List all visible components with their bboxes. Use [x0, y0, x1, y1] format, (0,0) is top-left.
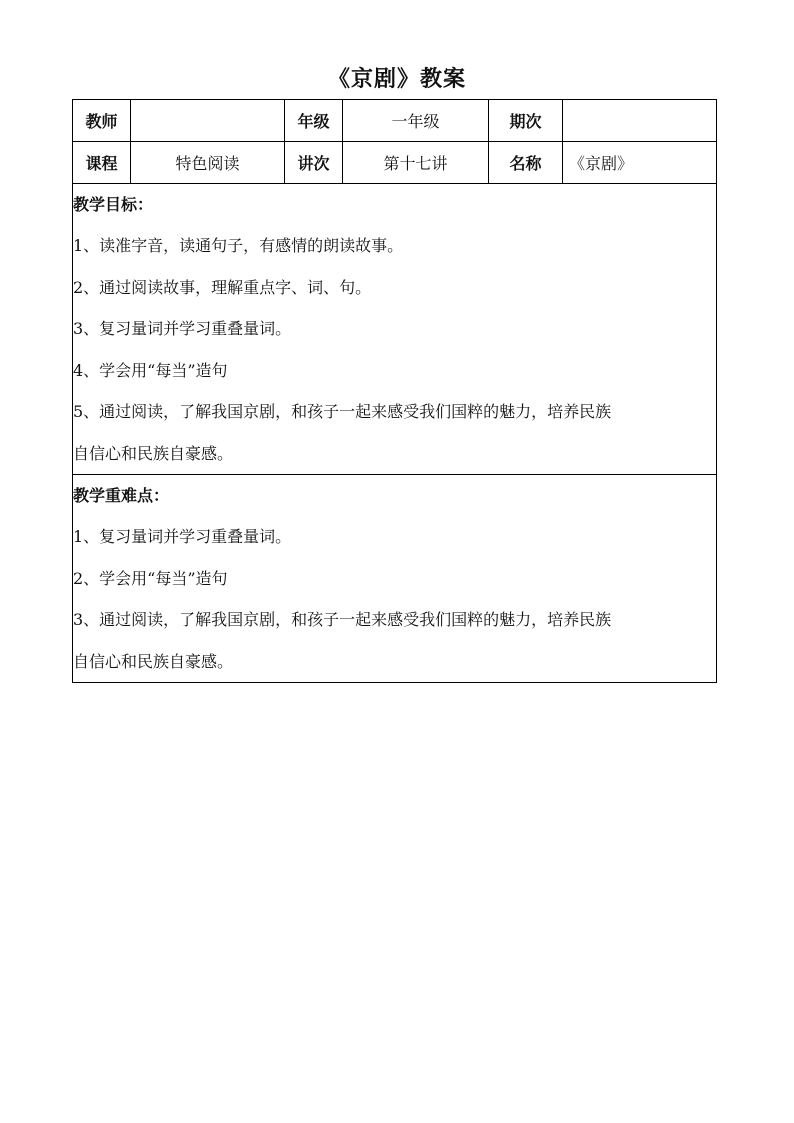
objectives-heading: 教学目标：: [73, 195, 154, 214]
period-label: 期次: [489, 100, 563, 142]
lesson-plan-table: [72, 99, 717, 683]
objectives-row: [73, 184, 717, 475]
teacher-label: 教师: [73, 100, 131, 142]
key-points-section: [73, 475, 717, 683]
period-value: [563, 100, 717, 142]
grade-value: 一年级: [343, 100, 489, 142]
lesson-label: 讲次: [285, 142, 343, 184]
name-value: 《京剧》: [563, 142, 717, 184]
grade-label: 年级: [285, 100, 343, 142]
course-label: 课程: [73, 142, 131, 184]
objective-item: 2、通过阅读故事，理解重点字、词、句。: [73, 277, 372, 297]
info-row-2: [73, 142, 717, 184]
objectives-section: [73, 184, 717, 475]
objective-item: 5、通过阅读，了解我国京剧，和孩子一起来感受我们国粹的魅力，培养民族: [73, 402, 612, 421]
key-point-item-continued: 自信心和民族自豪感。: [73, 651, 234, 671]
objective-item: 4、学会用“每当”造句: [73, 360, 228, 380]
objective-item: 1、读准字音，读通句子，有感情的朗读故事。: [73, 236, 404, 255]
objective-item: 3、复习量词并学习重叠量词。: [73, 319, 292, 338]
course-value: 特色阅读: [131, 142, 285, 184]
teacher-value: [131, 100, 285, 142]
lesson-value: 第十七讲: [343, 142, 489, 184]
document-title: 《京剧》教案: [327, 67, 466, 92]
name-label: 名称: [489, 142, 563, 184]
objective-item-continued: 自信心和民族自豪感。: [73, 443, 234, 463]
key-points-heading: 教学重难点：: [73, 486, 170, 505]
key-points-row: [73, 475, 717, 683]
info-row-1: [73, 100, 717, 142]
key-point-item: 3、通过阅读，了解我国京剧，和孩子一起来感受我们国粹的魅力，培养民族: [73, 610, 612, 629]
key-point-item: 2、学会用“每当”造句: [73, 568, 228, 588]
key-point-item: 1、复习量词并学习重叠量词。: [73, 527, 292, 546]
